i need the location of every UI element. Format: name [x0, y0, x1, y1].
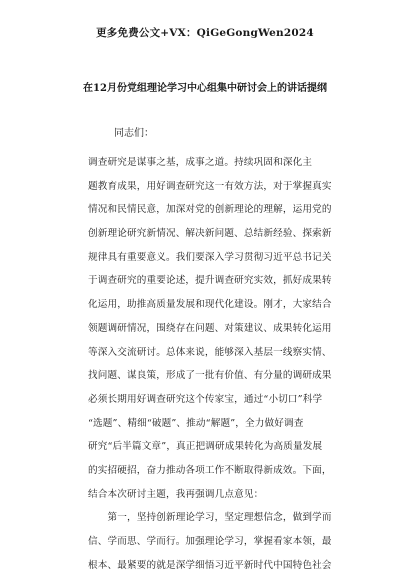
body-line: 必须长期用好调查研究这个传家宝，通过“小切口”科学 — [88, 393, 323, 405]
body-line: “选题”、精细“破题”、推动“解题”，全力做好调查 — [88, 417, 304, 429]
body-line: 研究“后半篇文章”，真正把调研成果转化为高质量发展 — [88, 441, 323, 453]
document-body — [88, 151, 332, 577]
body-line: 情况和民情民意，加深对党的创新理论的理解，运用党的 — [88, 204, 332, 216]
body-line: 于调查研究的重要论述，提升调查研究实效，抓好成果转 — [88, 275, 332, 287]
salutation: 同志们： — [114, 128, 154, 139]
body-line: 结合本次研讨主题，我再强调几点意见： — [88, 488, 264, 500]
body-line: 创新理论研究新情况、解决新问题、总结新经验、探索新 — [88, 228, 332, 240]
body-line: 的实招硬招，奋力推动各项工作不断取得新成效。下面， — [88, 464, 332, 476]
body-line: 根本、最紧要的就是深学细悟习近平新时代中国特色社会 — [88, 559, 332, 571]
promo-header: 更多免费公文+VX：QiGeGongWen2024 — [96, 27, 314, 39]
body-line: 调查研究是谋事之基，成事之道。持续巩固和深化主 — [88, 157, 313, 168]
body-line: 领题调研情况，围绕存在问题、对策建议、成果转化运用 — [88, 322, 332, 334]
body-line: 等深入交流研讨。总体来说，能够深入基层一线察实情、 — [88, 346, 332, 358]
body-line: 找问题、谋良策，形成了一批有价值、有分量的调研成果 — [88, 370, 332, 382]
document-title: 在12月份党组理论学习中心组集中研讨会上的讲话提纲 — [83, 83, 327, 94]
body-line: 信、学而思、学而行。加强理论学习，掌握看家本领，最 — [88, 536, 332, 547]
body-line: 化运用，助推高质量发展和现代化建设。刚才，大家结合 — [88, 299, 332, 311]
body-line: 第一，坚持创新理论学习，坚定理想信念，做到学而 — [88, 512, 332, 524]
body-line: 题教育成果，用好调查研究这一有效方法，对于掌握真实 — [88, 180, 332, 192]
body-line: 规律具有重要意义。我们要深入学习贯彻习近平总书记关 — [88, 251, 332, 263]
